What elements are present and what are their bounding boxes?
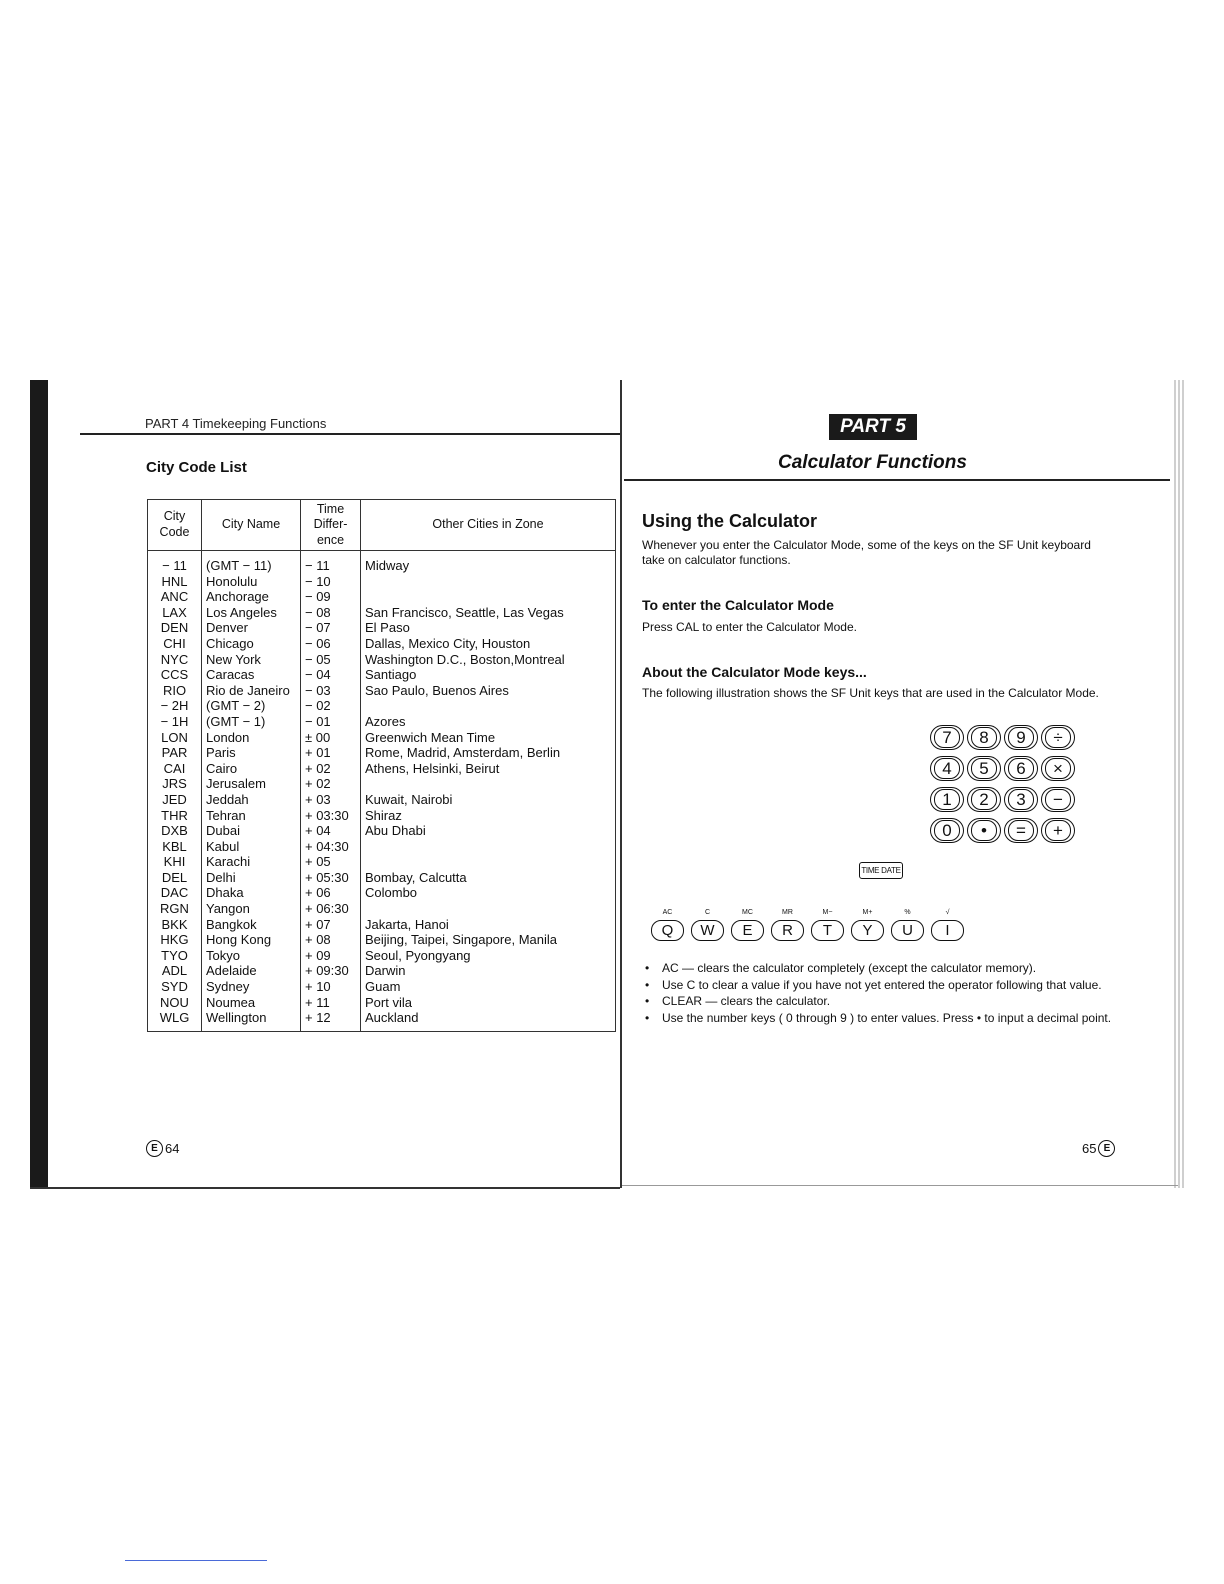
city-code-cell: SYD [148,979,202,995]
city-name-cell: New York [202,652,301,668]
other-cities-cell: Azores [361,714,616,730]
time-difference-cell: + 05 [301,854,361,870]
time-difference-cell: + 02 [301,776,361,792]
keypad-key [1004,725,1038,750]
keypad-key [1004,818,1038,843]
keypad-key-label: • [971,820,997,841]
city-code-cell: LON [148,730,202,746]
footer-link-underline[interactable] [125,1560,267,1561]
section-heading-using-calculator: Using the Calculator [642,511,818,531]
city-name-cell: Jerusalem [202,776,301,792]
letter-key-cap: E [731,920,764,941]
other-cities-cell: Midway [361,551,616,574]
other-cities-cell: Bombay, Calcutta [361,870,616,886]
other-cities-cell: Abu Dhabi [361,823,616,839]
letter-key-cap: R [771,920,804,941]
letter-key [651,909,684,942]
city-name-cell: Dubai [202,823,301,839]
time-difference-cell: − 03 [301,683,361,699]
city-name-cell: Denver [202,620,301,636]
page-bottom-edge-right [622,1185,1178,1186]
letter-key [811,909,844,942]
page-number-value: 65 [1082,1141,1097,1156]
keypad-key [1041,756,1075,781]
city-name-cell: (GMT − 2) [202,698,301,714]
city-code-cell: − 2H [148,698,202,714]
other-cities-cell: Greenwich Mean Time [361,730,616,746]
other-cities-cell [361,839,616,855]
table-row [148,776,616,792]
city-code-cell: CCS [148,667,202,683]
table-row [148,551,616,574]
time-difference-cell: − 02 [301,698,361,714]
letter-key [891,909,924,942]
page-bottom-edge-left [30,1187,620,1189]
time-difference-cell: + 04:30 [301,839,361,855]
time-difference-cell: + 10 [301,979,361,995]
city-code-cell: DAC [148,885,202,901]
letter-key-cap: W [691,920,724,941]
other-cities-cell [361,901,616,917]
city-name-cell: Delhi [202,870,301,886]
time-difference-cell: − 10 [301,574,361,590]
city-code-cell: JRS [148,776,202,792]
letter-key-function-label: MC [742,909,753,916]
keypad-key-label: 1 [934,789,960,810]
table-row [148,979,616,995]
keypad-key-label: 0 [934,820,960,841]
keypad-key-label: 3 [1008,789,1034,810]
other-cities-cell: El Paso [361,620,616,636]
keypad-key [930,787,964,812]
page-number-left [146,1140,179,1157]
keypad-key-label: ÷ [1045,727,1071,748]
keypad-key [1004,787,1038,812]
letter-key [931,909,964,942]
letter-key-cap: U [891,920,924,941]
page-number-right [1082,1140,1115,1157]
city-name-cell: Hong Kong [202,932,301,948]
table-row [148,574,616,590]
city-name-cell: Caracas [202,667,301,683]
table-row [148,885,616,901]
left-page-header: PART 4 Timekeeping Functions [145,416,327,431]
city-code-cell: HNL [148,574,202,590]
letter-key-cap: T [811,920,844,941]
scan-edge-left [30,380,48,1188]
keypad-key [1004,756,1038,781]
city-name-cell: Chicago [202,636,301,652]
other-cities-cell [361,574,616,590]
time-difference-cell: − 05 [301,652,361,668]
city-code-cell: DEN [148,620,202,636]
table-row [148,995,616,1011]
city-code-cell: CHI [148,636,202,652]
other-cities-cell: Sao Paulo, Buenos Aires [361,683,616,699]
bullet-item: • Use the number keys ( 0 through 9 ) to enter values. Press • to input a decimal point. [645,1011,1115,1027]
other-cities-cell: Kuwait, Nairobi [361,792,616,808]
table-row [148,589,616,605]
letter-key-function-label: AC [662,909,673,916]
other-cities-cell [361,698,616,714]
header-rule [80,433,620,435]
time-difference-cell: − 09 [301,589,361,605]
time-difference-cell: + 11 [301,995,361,1011]
col-header-other-cities: Other Cities in Zone [361,500,616,551]
language-e-icon: E [1098,1140,1115,1157]
city-code-cell: RIO [148,683,202,699]
city-name-cell: Jeddah [202,792,301,808]
letter-key [731,909,764,942]
about-keys-paragraph: The following illustration shows the SF Unit keys that are used in the Calculator Mode. [642,686,1099,700]
other-cities-cell: Auckland [361,1010,616,1031]
city-code-cell: TYO [148,948,202,964]
city-name-cell: London [202,730,301,746]
key-function-bullets [645,961,1115,1027]
city-name-cell: Karachi [202,854,301,870]
other-cities-cell: Seoul, Pyongyang [361,948,616,964]
city-code-cell: KHI [148,854,202,870]
table-row [148,636,616,652]
col-header-city-code: City Code [148,500,202,551]
time-difference-cell: ± 00 [301,730,361,746]
table-row [148,792,616,808]
keypad-key [967,787,1001,812]
time-difference-cell: − 06 [301,636,361,652]
time-difference-cell: + 06:30 [301,901,361,917]
city-name-cell: Cairo [202,761,301,777]
city-name-cell: Paris [202,745,301,761]
keypad-key-label: − [1045,789,1071,810]
table-row [148,667,616,683]
other-cities-cell: Colombo [361,885,616,901]
city-name-cell: Dhaka [202,885,301,901]
other-cities-cell: Guam [361,979,616,995]
city-code-cell: HKG [148,932,202,948]
keypad-key [967,818,1001,843]
time-difference-cell: + 03:30 [301,808,361,824]
enter-mode-instruction: Press CAL to enter the Calculator Mode. [642,620,857,634]
time-difference-cell: − 07 [301,620,361,636]
city-code-cell: PAR [148,745,202,761]
table-header-row [148,500,616,551]
keypad-key [1041,725,1075,750]
city-code-cell: NYC [148,652,202,668]
time-difference-cell: + 09:30 [301,963,361,979]
city-code-list-title: City Code List [146,459,247,476]
other-cities-cell: Washington D.C., Boston,Montreal [361,652,616,668]
keypad-key [967,756,1001,781]
city-name-cell: Kabul [202,839,301,855]
intro-paragraph: Whenever you enter the Calculator Mode, some of the keys on the SF Unit keyboard take on calculator functions. [642,538,1091,567]
page-number-value: 64 [165,1141,180,1156]
table-row [148,1010,616,1031]
heading-about-mode-keys: About the Calculator Mode keys... [642,664,867,680]
keypad-key-label: 8 [971,727,997,748]
keypad-key [1041,787,1075,812]
keypad-key [930,725,964,750]
city-code-cell: CAI [148,761,202,777]
letter-keys-illustration [651,909,964,942]
table-row [148,901,616,917]
other-cities-cell [361,776,616,792]
title-rule [624,479,1170,481]
keypad-key-label: = [1008,820,1034,841]
city-name-cell: Sydney [202,979,301,995]
other-cities-cell [361,854,616,870]
other-cities-cell: Beijing, Taipei, Singapore, Manila [361,932,616,948]
city-name-cell: Honolulu [202,574,301,590]
city-name-cell: Yangon [202,901,301,917]
part-5-badge: PART 5 [829,414,917,440]
table-row [148,854,616,870]
table-row [148,870,616,886]
other-cities-cell: Athens, Helsinki, Beirut [361,761,616,777]
time-difference-cell: − 04 [301,667,361,683]
language-e-icon: E [146,1140,163,1157]
city-code-cell: − 11 [148,551,202,574]
city-name-cell: Rio de Janeiro [202,683,301,699]
time-difference-cell: + 06 [301,885,361,901]
city-name-cell: Noumea [202,995,301,1011]
keypad-key-label: 4 [934,758,960,779]
city-code-cell: − 1H [148,714,202,730]
city-name-cell: Bangkok [202,917,301,933]
table-row [148,948,616,964]
letter-key-function-label: M+ [862,909,873,916]
letter-key [771,909,804,942]
time-difference-cell: + 03 [301,792,361,808]
city-name-cell: Anchorage [202,589,301,605]
city-code-cell: LAX [148,605,202,621]
calculator-functions-title: Calculator Functions [778,452,967,473]
other-cities-cell: Santiago [361,667,616,683]
city-code-cell: BKK [148,917,202,933]
other-cities-cell: Dallas, Mexico City, Houston [361,636,616,652]
keypad-key-label: × [1045,758,1071,779]
time-difference-cell: + 02 [301,761,361,777]
table-row [148,932,616,948]
table-row [148,620,616,636]
numeric-keypad-illustration [930,725,1075,843]
city-code-cell: NOU [148,995,202,1011]
letter-key-function-label: MR [782,909,793,916]
heading-enter-calculator-mode: To enter the Calculator Mode [642,597,834,613]
letter-key-cap: Q [651,920,684,941]
table-row [148,808,616,824]
time-difference-cell: − 01 [301,714,361,730]
book-spine [620,380,622,1188]
other-cities-cell: Shiraz [361,808,616,824]
keypad-key [930,756,964,781]
city-name-cell: Adelaide [202,963,301,979]
table-row [148,839,616,855]
city-code-cell: WLG [148,1010,202,1031]
table-row [148,823,616,839]
city-code-cell: JED [148,792,202,808]
keypad-key-label: 2 [971,789,997,810]
other-cities-cell [361,589,616,605]
time-difference-cell: + 12 [301,1010,361,1031]
keypad-key-label: + [1045,820,1071,841]
city-code-table [147,499,616,1032]
table-row [148,605,616,621]
keypad-key [930,818,964,843]
bullet-item: • CLEAR — clears the calculator. [645,994,1115,1010]
city-name-cell: (GMT − 11) [202,551,301,574]
other-cities-cell: Port vila [361,995,616,1011]
table-row [148,730,616,746]
letter-key-cap: Y [851,920,884,941]
letter-key-function-label: % [904,909,911,916]
city-table-body [148,551,616,1032]
time-difference-cell: + 05:30 [301,870,361,886]
letter-key-function-label: √ [945,909,950,916]
city-name-cell: Los Angeles [202,605,301,621]
letter-key-cap: I [931,920,964,941]
table-row [148,714,616,730]
time-difference-cell: − 11 [301,551,361,574]
time-date-key: TIME DATE [859,862,903,879]
keypad-key-label: 9 [1008,727,1034,748]
city-code-cell: ANC [148,589,202,605]
keypad-key-label: 7 [934,727,960,748]
city-code-cell: RGN [148,901,202,917]
time-difference-cell: + 07 [301,917,361,933]
table-row [148,698,616,714]
city-code-cell: DXB [148,823,202,839]
city-code-cell: THR [148,808,202,824]
time-difference-cell: + 08 [301,932,361,948]
scan-edge-right [1174,380,1184,1188]
table-row [148,963,616,979]
city-code-cell: ADL [148,963,202,979]
time-difference-cell: + 04 [301,823,361,839]
table-row [148,683,616,699]
bullet-item: • Use C to clear a value if you have not yet entered the operator following that value. [645,978,1115,994]
city-code-cell: KBL [148,839,202,855]
city-name-cell: Tehran [202,808,301,824]
keypad-key [1041,818,1075,843]
time-difference-cell: + 01 [301,745,361,761]
time-difference-cell: − 08 [301,605,361,621]
table-row [148,745,616,761]
keypad-key [967,725,1001,750]
letter-key-function-label: C [704,909,711,916]
keypad-key-label: 6 [1008,758,1034,779]
time-difference-cell: + 09 [301,948,361,964]
keypad-key-label: 5 [971,758,997,779]
letter-key-function-label: M− [822,909,833,916]
other-cities-cell: San Francisco, Seattle, Las Vegas [361,605,616,621]
col-header-city-name: City Name [202,500,301,551]
table-row [148,652,616,668]
table-row [148,917,616,933]
city-name-cell: Wellington [202,1010,301,1031]
city-code-cell: DEL [148,870,202,886]
other-cities-cell: Rome, Madrid, Amsterdam, Berlin [361,745,616,761]
other-cities-cell: Darwin [361,963,616,979]
table-row [148,761,616,777]
letter-key [691,909,724,942]
col-header-time-difference: Time Differ- ence [301,500,361,551]
bullet-item: • AC — clears the calculator completely (except the calculator memory). [645,961,1115,977]
city-name-cell: Tokyo [202,948,301,964]
city-name-cell: (GMT − 1) [202,714,301,730]
letter-key [851,909,884,942]
other-cities-cell: Jakarta, Hanoi [361,917,616,933]
